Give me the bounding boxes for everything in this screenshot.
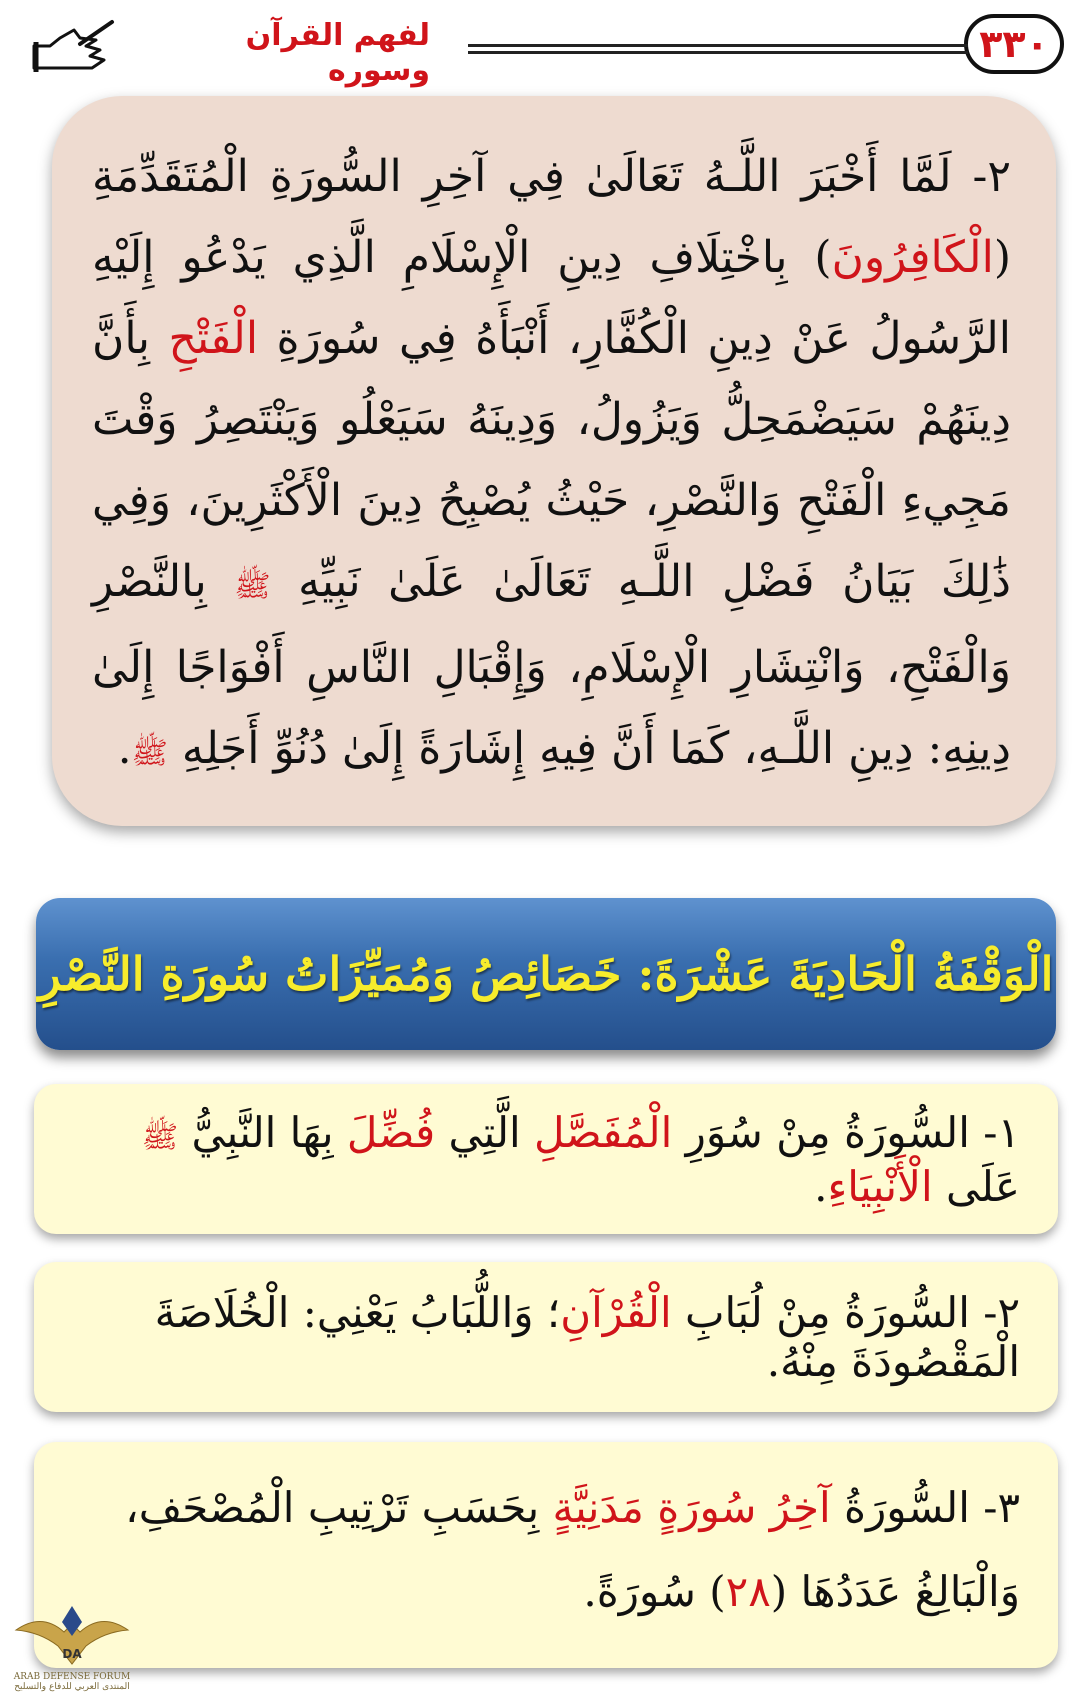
item-number: ١- [969,1107,1020,1157]
section-heading: الْوَقْفَةُ الْحَادِيَةَ عَشْرَةَ: خَصَائِصُ وَمُمَيِّزَاتُ سُورَةِ النَّصْرِ [38,947,1054,1001]
text-segment: السُّورَةُ مِنْ سُوَرِ [672,1107,970,1157]
text-segment: ) بِاخْتِلَافِ دِينِ الْإِسْلَامِ الَّذِي يَدْعُو إِلَيْهِ الرَّسُولُ عَنْ دِينِ الْكُفَّارِ، أَنْبَأَهُ فِي سُورَةِ [92,232,1011,364]
feature-card [34,1084,1058,1234]
feature-text [72,1108,1020,1211]
text-segment: . [117,723,132,774]
text-segment: عَلَى [932,1161,1020,1211]
text-segment: بِالنَّصْرِ وَالْفَتْحِ، وَانْتِشَارِ الْإِسْلَامِ، وَإِقْبَالِ النَّاسِ أَفْوَاجًا إِلَىٰ دِينِهِ: دِينِ اللَّـهِ، كَمَا أَنَّ فِيهِ إِشَارَةً إِلَىٰ دُنُوِّ أَجَلِهِ [92,556,1011,774]
watermark-line2: المنتدى العربي للدفاع والتسليح [14,1682,130,1692]
highlight-anbiya: الْأَنْبِيَاءِ [827,1161,933,1211]
logo-letters: DA [62,1647,82,1661]
item-number: ٢- [969,1288,1020,1337]
text-segment: . [814,1161,828,1211]
text-segment: السُّورَةُ [830,1483,970,1532]
surah-name-fath: الْفَتْحِ [168,313,259,364]
feature-card [34,1262,1058,1412]
surah-name-kafirun: الْكَافِرُونَ [831,232,994,283]
explanation-text [92,136,1011,794]
writing-hand-icon [30,16,116,76]
page-number: ٣٣٠ [964,14,1064,74]
page-header [0,0,1080,110]
text-segment: بِهَا النَّبِيُّ [178,1107,347,1157]
highlight-last-madani: آخِرُ سُورَةٍ مَدَنِيَّةٍ [552,1483,831,1532]
highlight-count: ٢٨ [725,1567,771,1616]
feature-card [34,1442,1058,1668]
salawat-symbol: ﷺ [234,569,271,604]
highlight-mufassal: الْمُفَصَّلِ [534,1107,673,1157]
salawat-symbol: ﷺ [141,1119,179,1155]
book-title: لفهم القرآن وسوره [245,18,430,88]
text-segment: بِأَنَّ دِينَهُمْ سَيَضْمَحِلُّ وَيَزُولُ، وَدِينَهُ سَيَعْلُو وَيَنْتَصِرُ وَقْتَ مَجِيءِ الْفَتْحِ وَالنَّصْرِ، حَيْثُ يُصْبِحُ دِينَ الْأَكْثَرِينَ، وَفِي ذَٰلِكَ بَيَانُ فَضْلِ اللَّـهِ تَعَالَىٰ عَلَىٰ نَبِيِّهِ [92,313,1011,607]
forum-watermark [12,1602,132,1692]
highlight-fuddila: فُضِّلَ [346,1107,436,1157]
watermark-line1: ARAB DEFENSE FORUM [13,1672,131,1682]
section-heading-banner [36,898,1056,1050]
feature-text [72,1288,1020,1386]
text-segment: لَمَّا أَخْبَرَ اللَّـهُ تَعَالَىٰ فِي آخِرِ السُّورَةِ الْمُتَقَدِّمَةِ ( [92,151,1011,283]
text-segment: بِحَسَبِ تَرْتِيبِ الْمُصْحَفِ، وَالْبَالِغُ عَدَدُهَا ( [125,1483,1020,1616]
header-rule [468,44,968,58]
feature-text [72,1466,1020,1634]
text-segment: السُّورَةُ مِنْ لُبَابِ [671,1288,970,1337]
text-segment: ) سُورَةً. [583,1567,726,1616]
eagle-logo-icon [12,1602,132,1672]
text-segment: الَّتِي [435,1107,535,1157]
highlight-quran: الْقُرْآنِ [560,1288,672,1337]
salawat-symbol: ﷺ [131,736,168,771]
point-number: ٢- [951,151,1011,202]
text-segment: ؛ وَاللُّبَابُ يَعْنِي: الْخُلَاصَةَ الْمَقْصُودَةَ مِنْهُ. [154,1288,1020,1386]
item-number: ٣- [969,1483,1020,1532]
explanation-panel [52,96,1056,826]
